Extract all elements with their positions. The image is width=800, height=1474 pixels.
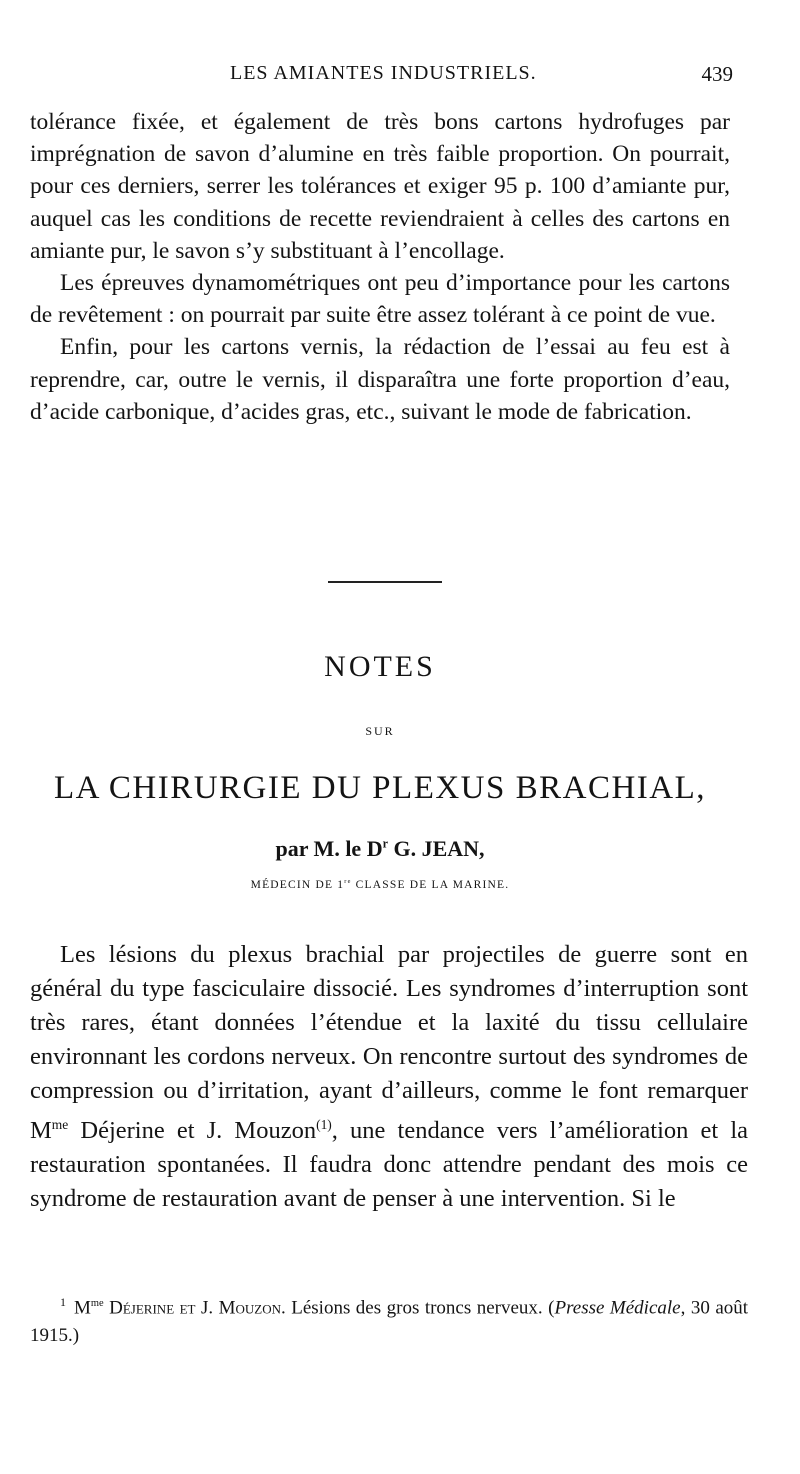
page-number: 439 <box>701 62 733 86</box>
footnote-reference: (1) <box>316 1117 332 1132</box>
body-text-b: Déjerine et J. Mouzon <box>68 1117 317 1145</box>
footnote-m-sup: me <box>90 1298 104 1309</box>
section-divider <box>328 581 442 583</box>
footnote-authors: Déjerine et J. Mouzon. <box>103 1297 286 1319</box>
affil-suffix: CLASSE DE LA MARINE. <box>351 878 510 891</box>
author-sup: r <box>382 836 388 851</box>
affil-prefix: MÉDECIN DE 1 <box>250 878 345 891</box>
paragraph: tolérance fixée, et également de très bons cartons hydrofuges par imprégnation de savon d’alumine en très faible proportion. On pourrait, pour ces derniers, serrer les tolérances et exiger 95 p. 100 d’amiante pur, auquel cas les conditions de recette reviendraient à celles des cartons en amiante pur, le savon s’y substituant à l’encollage. <box>30 109 730 264</box>
section-label-notes: NOTES <box>324 650 436 683</box>
body-text-a: Les lésions du plexus brachial par projectiles de guerre sont en général du type fasciculaire dissocié. Les syndromes d’interruption sont très rares, étant données l’étendue et la laxité du tissu cellulaire environnant les cordons nerveux. On rencontre surtout des syndromes de compression ou d’irritation, ayant d’ailleurs, comme le font remarquer M <box>30 941 748 1145</box>
paragraph: Enfin, pour les cartons vernis, la rédaction de l’essai au feu est à reprendre, car, outre le vernis, il disparaîtra une forte proportion d’eau, d’acide carbonique, d’acides gras, etc., suivant le mode de fabrication. <box>30 334 730 425</box>
paragraph <box>30 938 748 1216</box>
body-text-c: , une tendance vers l’amélioration et la restauration spontanées. Il faudra donc attendre pendant des mois ce syndrome de restauration avant de penser à une intervention. Si le <box>30 1117 749 1213</box>
article-body <box>30 938 748 1216</box>
section-label-sur: SUR <box>365 724 395 738</box>
running-head <box>30 62 733 92</box>
footnote-number: 1 <box>60 1295 66 1309</box>
footnote-journal: Presse Médicale <box>554 1297 681 1319</box>
body-sup-me: me <box>51 1117 69 1132</box>
paragraph: Les épreuves dynamométriques ont peu d’importance pour les cartons de revêtement : on pourrait par suite être assez tolérant à ce point de vue. <box>30 270 730 329</box>
author-name: G. JEAN, <box>387 836 485 861</box>
footnote-date: , 30 août 1915.) <box>30 1297 749 1347</box>
continued-text <box>30 106 730 428</box>
footnote-text: Lésions des gros troncs nerveux. ( <box>285 1297 555 1319</box>
affil-sup: re <box>344 878 352 885</box>
article-author <box>0 836 760 862</box>
footnote <box>30 1288 748 1350</box>
article-title: LA CHIRURGIE DU PLEXUS BRACHIAL, <box>53 770 707 806</box>
running-head-title: LES AMIANTES INDUSTRIELS. <box>230 62 537 84</box>
footnote-m: M <box>74 1297 91 1319</box>
author-prefix: par M. le D <box>275 836 383 861</box>
author-affiliation <box>0 878 760 891</box>
